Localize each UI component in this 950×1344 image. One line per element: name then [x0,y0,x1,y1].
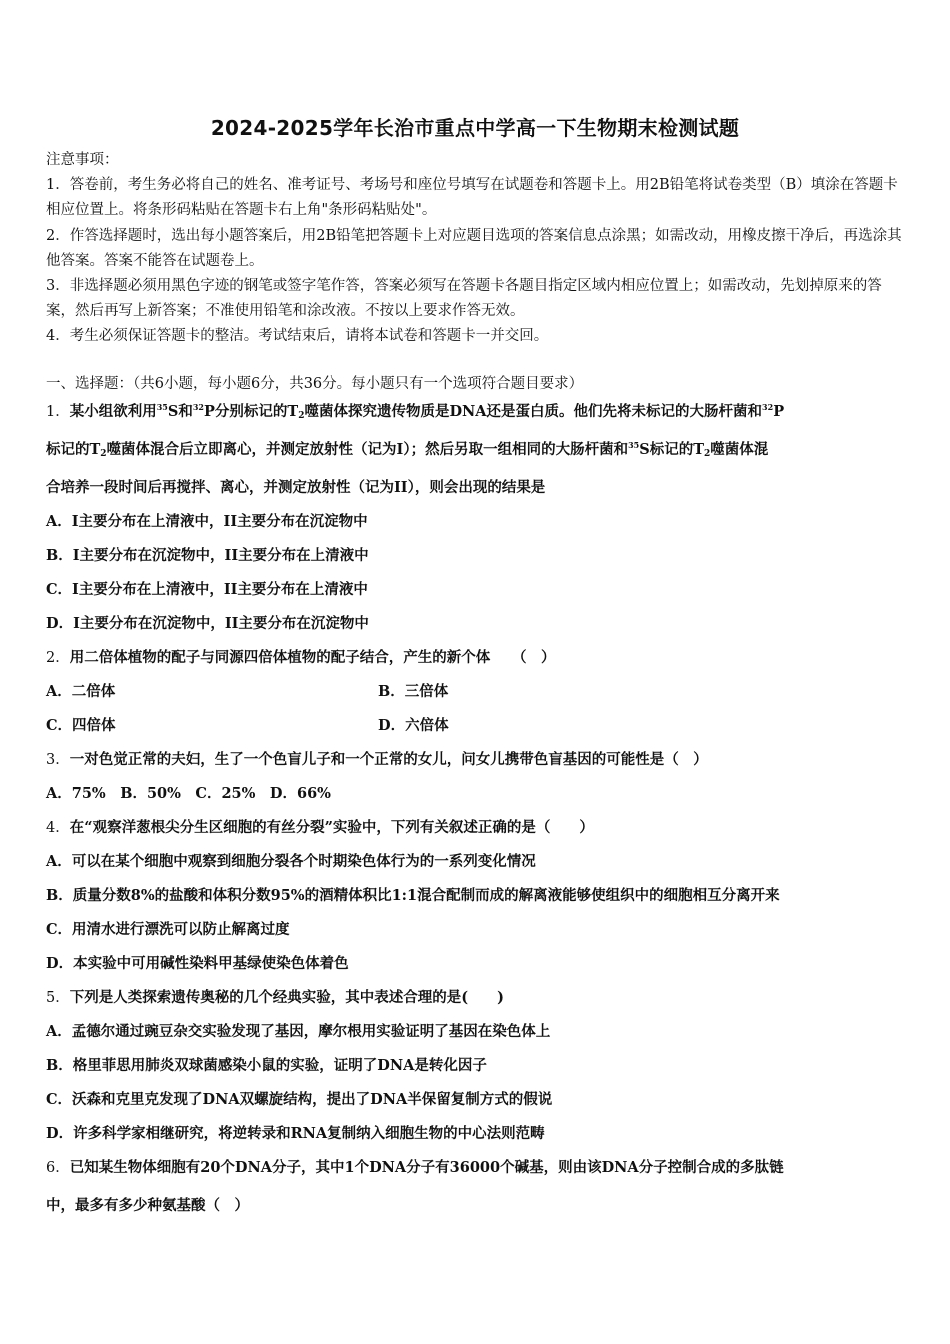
option-line: C．沃森和克里克发现了DNA双螺旋结构，提出了DNA半保留复制方式的假说 [46,1091,553,1108]
question-number: 5． [46,990,70,1006]
option-row [46,680,449,701]
notice-section [46,148,906,350]
option-line: A．孟德尔通过豌豆杂交实验发现了基因，摩尔根用实验证明了基因在染色体上 [46,1023,551,1040]
notice-item: 4．考生必须保证答题卡的整洁。考试结束后，请将本试卷和答题卡一并交回。 [46,328,549,345]
question-number: 2． [46,650,70,666]
question-1-stem-line-3: 合培养一段时间后再搅拌、离心，并测定放射性（记为II），则会出现的结果是 [46,479,546,496]
question-4-stem: 4．在“观察洋葱根尖分生区细胞的有丝分裂”实验中，下列有关叙述正确的是（ ） [46,819,594,836]
question-6-stem-line-2: 中，最多有多少种氨基酸（ ） [46,1197,249,1214]
notice-item: 1．答卷前，考生务必将自己的姓名、准考证号、考场号和座位号填写在试题卷和答题卡上。用2B铅笔将试卷类型（B）填涂在答题卡相应位置上。将条形码粘贴在答题卡右上角"条形码粘贴处"。 [46,177,898,219]
question-number: 6． [46,1160,70,1176]
notice-heading: 注意事项： [46,152,119,168]
option-line: A．75% B．50% C．25% D．66% [46,785,331,802]
option-row [46,714,449,735]
notice-item: 3．非选择题必须用黑色字迹的钢笔或签字笔作答，答案必须写在答题卡各题目指定区域内相应位置上；如需改动，先划掉原来的答案，然后再写上新答案；不准使用铅笔和涂改液。不按以上要求作答无效。 [46,278,882,320]
option-line: D．I主要分布在沉淀物中，II主要分布在沉淀物中 [46,615,369,632]
question-2-stem: 2．用二倍体植物的配子与同源四倍体植物的配子结合，产生的新个体 （ ） [46,649,556,666]
question-3-stem: 3．一对色觉正常的夫妇，生了一个色盲儿子和一个正常的女儿，问女儿携带色盲基因的可能性是（ ） [46,751,708,768]
question-6-stem-line-1: 6．已知某生物体细胞有20个DNA分子，其中1个DNA分子有36000个碱基，则由该DNA分子控制合成的多肽链 [46,1159,784,1176]
option-line: D．六倍体 [378,717,449,734]
question-1-stem-line-2: 标记的$T_2$噬菌体混合后立即离心，并测定放射性（记为I）；然后另取一组相同的大肠杆菌和$^{35}$S标记的$T_2$噬菌体混 [46,440,769,459]
option-line: B．I主要分布在沉淀物中，II主要分布在上清液中 [46,547,369,564]
option-line: C．I主要分布在上清液中，II主要分布在上清液中 [46,581,368,598]
notice-item: 2．作答选择题时，选出每小题答案后，用2B铅笔把答题卡上对应题目选项的答案信息点涂黑；如需改动，用橡皮擦干净后，再选涂其他答案。答案不能答在试题卷上。 [46,227,902,269]
option-line: D．许多科学家相继研究，将逆转录和RNA复制纳入细胞生物的中心法则范畴 [46,1125,545,1142]
page-title: 2024-2025学年长治市重点中学高一下生物期末检测试题 [210,116,740,140]
option-line: A．I主要分布在上清液中，II主要分布在沉淀物中 [46,513,368,530]
question-number: 4． [46,820,70,836]
option-line: A．可以在某个细胞中观察到细胞分裂各个时期染色体行为的一系列变化情况 [46,853,536,870]
question-number: 3． [46,752,70,768]
question-1-stem-line-1: 1．某小组欲利用$^{35}$S和$^{32}$P分别标记的$T_2$噬菌体探究遗传物质是DNA还是蛋白质。他们先将未标记的大肠杆菌和$^{32}$P [46,402,785,421]
option-line: D．本实验中可用碱性染料甲基绿使染色体着色 [46,955,349,972]
section-heading: 一、选择题：（共6小题，每小题6分，共36分。每小题只有一个选项符合题目要求） [46,376,584,392]
option-line: C．用清水进行漂洗可以防止解离过度 [46,921,290,938]
question-number: 1． [46,404,70,420]
option-line: B．格里菲思用肺炎双球菌感染小鼠的实验，证明了DNA是转化因子 [46,1057,487,1074]
question-5-stem: 5．下列是人类探索遗传奥秘的几个经典实验，其中表述合理的是( ) [46,989,504,1006]
option-line: A．二倍体 [46,683,116,700]
option-line: C．四倍体 [46,717,116,734]
option-line: B．质量分数8%的盐酸和体积分数95%的酒精体积比1:1混合配制而成的解离液能够使组织中的细胞相互分离开来 [46,887,780,904]
option-line: B．三倍体 [378,683,449,700]
